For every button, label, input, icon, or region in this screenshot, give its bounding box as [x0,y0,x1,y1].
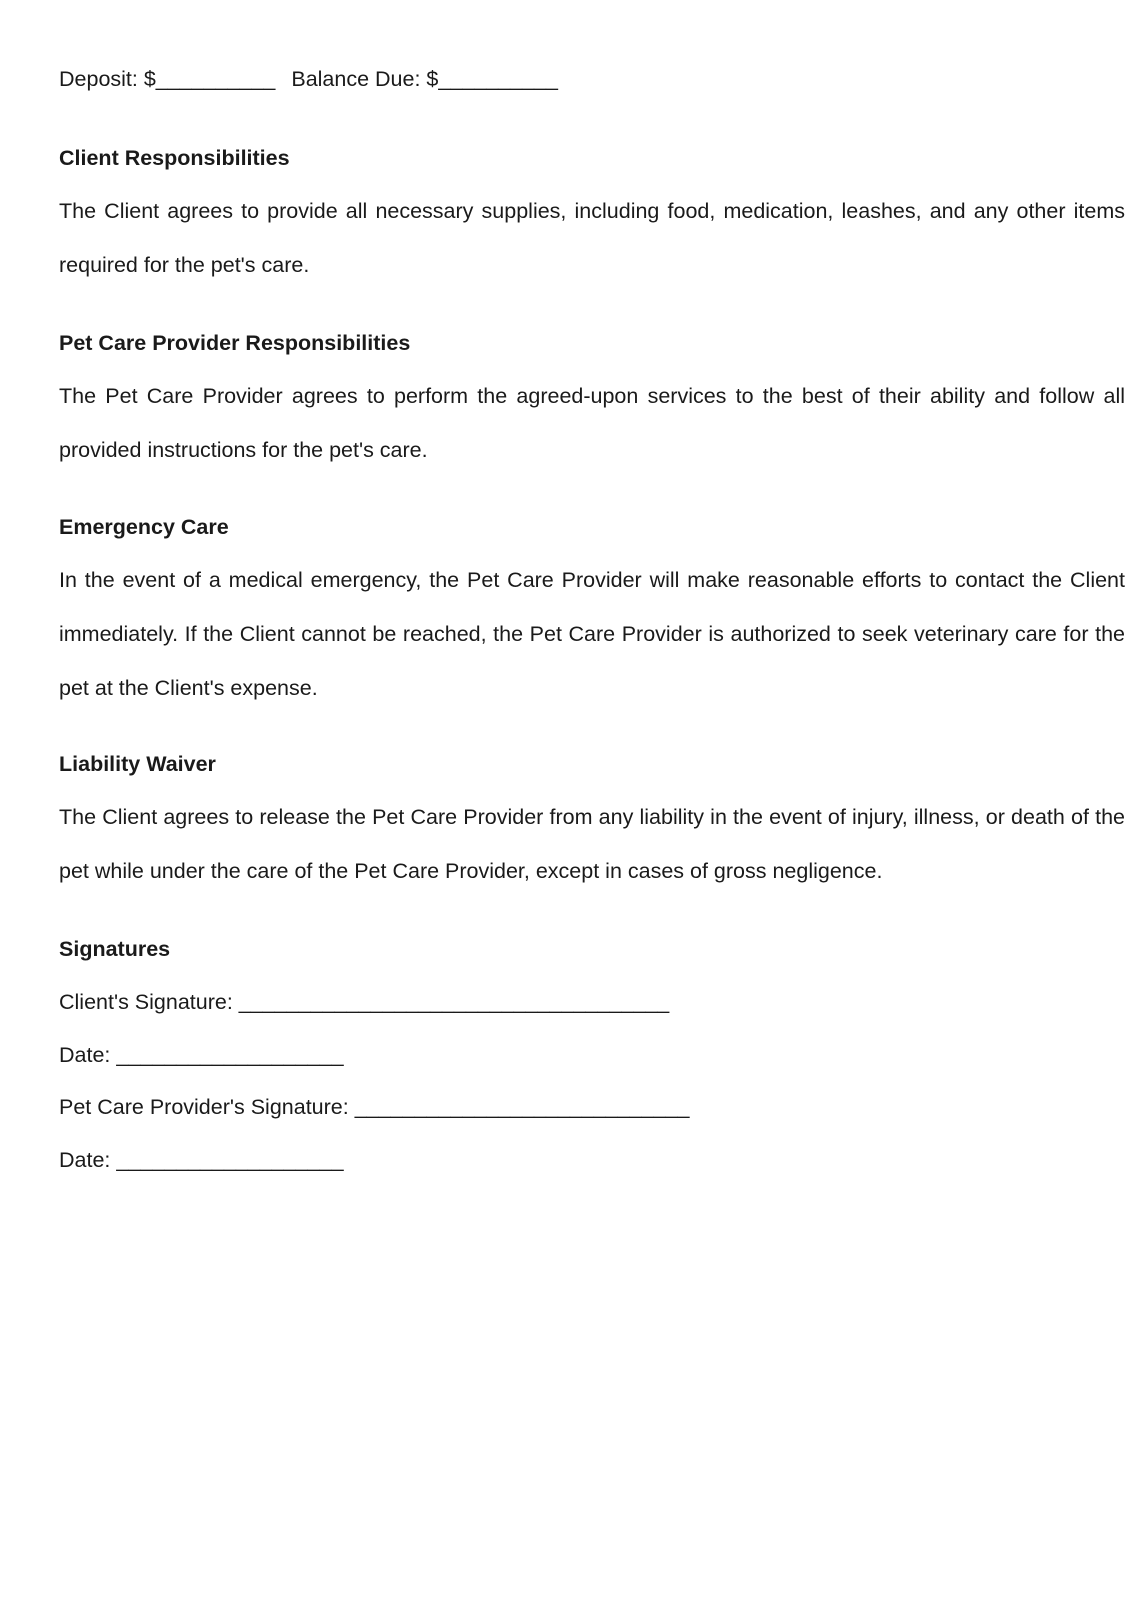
section-body-liability-waiver: The Client agrees to release the Pet Care Provider from any liability in the event of injury, illness, or death of the pet while under the care of the Pet Care Provider, except in cases of gross negligence. [59,805,1125,883]
section-heading-signatures: Signatures [59,937,171,961]
balance-due-field: Balance Due: $__________ [291,67,558,91]
provider-date-field: Date: ___________________ [59,1148,344,1172]
provider-signature-field: Pet Care Provider's Signature: ____________________________ [59,1095,690,1119]
section-heading-provider-responsibilities: Pet Care Provider Responsibilities [59,331,411,355]
client-date-field: Date: ___________________ [59,1043,344,1067]
section-heading-liability-waiver: Liability Waiver [59,752,216,776]
section-body-provider-responsibilities: The Pet Care Provider agrees to perform the agreed-upon services to the best of their ability and follow all provided instructions for the pet's care. [59,384,1125,462]
deposit-field: Deposit: $__________ [59,67,276,91]
section-heading-client-responsibilities: Client Responsibilities [59,146,290,170]
payment-line [59,66,558,92]
section-heading-emergency-care: Emergency Care [59,515,229,539]
client-signature-field: Client's Signature: ____________________________________ [59,990,670,1014]
section-body-client-responsibilities: The Client agrees to provide all necessary supplies, including food, medication, leashes, and any other items required for the pet's care. [59,199,1125,277]
section-body-emergency-care: In the event of a medical emergency, the Pet Care Provider will make reasonable efforts to contact the Client immediately. If the Client cannot be reached, the Pet Care Provider is authorized to seek veterinary care for the pet at the Client's expense. [59,568,1125,700]
